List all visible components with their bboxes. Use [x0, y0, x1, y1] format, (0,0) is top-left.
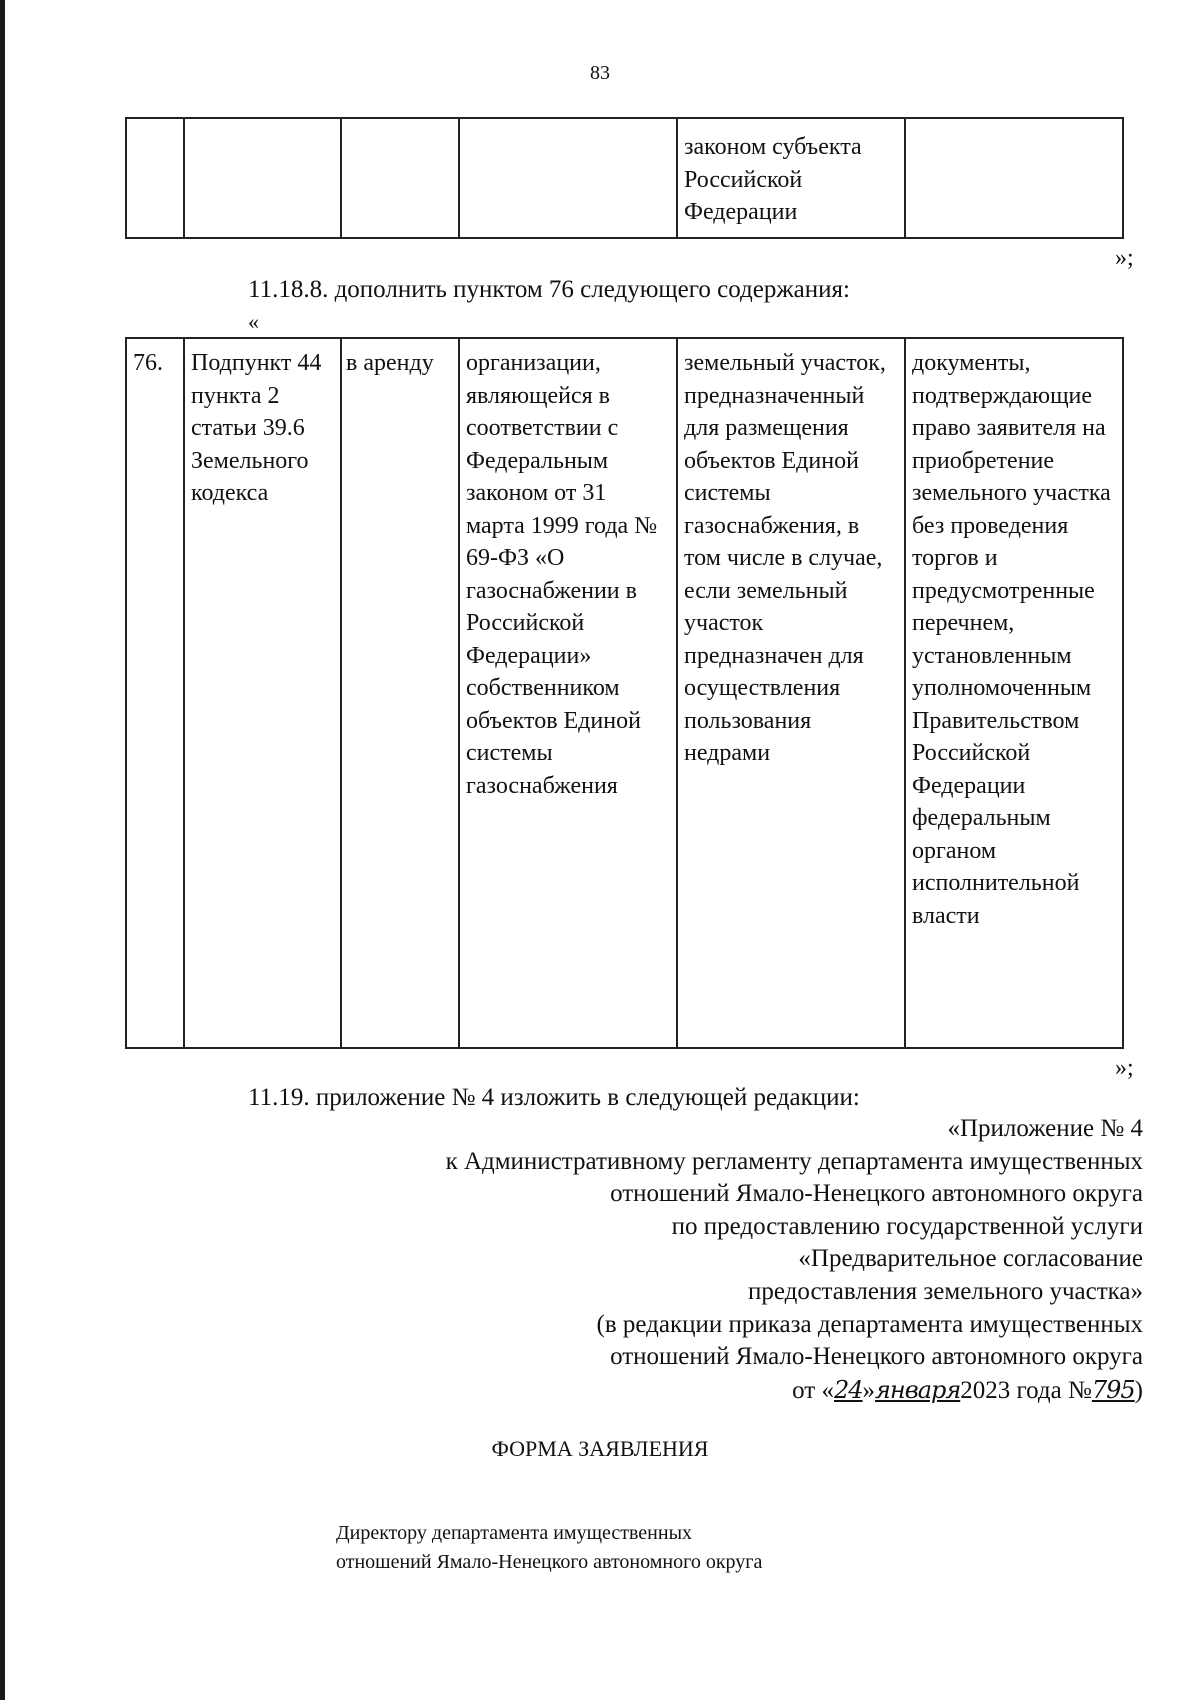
- cell-right-type: [341, 118, 459, 238]
- appendix-line: предоставления земельного участка»: [747, 1277, 1143, 1305]
- date-mid: »: [862, 1376, 876, 1404]
- handwritten-doc-number: 795: [1091, 1375, 1135, 1404]
- cell-number: 76.: [126, 338, 184, 1048]
- appendix-line: по предоставлению государственной услуги: [671, 1212, 1143, 1240]
- date-prefix: от «: [792, 1376, 834, 1404]
- addressee-block: [336, 1519, 762, 1577]
- handwritten-day: 24: [833, 1375, 863, 1404]
- cell-applicant: организации, являющейся в соответствии с Федеральным законом от 31 марта 1999 года № 69-ФЗ «О газоснабжении в Российской Федерации» собственником объектов Единой системы газоснабжения: [459, 338, 677, 1048]
- appendix-line: (в редакции приказа департамента имущественных: [596, 1310, 1143, 1338]
- cell-applicant: [459, 118, 677, 238]
- paragraph-11-18-8: 11.18.8. дополнить пунктом 76 следующего содержания:: [248, 276, 850, 303]
- end-quote-1: »;: [1115, 245, 1134, 271]
- table-row: [126, 118, 1123, 238]
- handwritten-month: января: [875, 1375, 961, 1404]
- cell-land-plot: земельный участок, предназначенный для размещения объектов Единой системы газоснабжения, в том числе в случае, если земельный участок предназначен для осуществления пользования недрами: [677, 338, 905, 1048]
- paragraph-11-19: 11.19. приложение № 4 изложить в следующей редакции:: [248, 1084, 860, 1111]
- end-quote-2: »;: [1115, 1055, 1134, 1081]
- table-continuation: [125, 117, 1124, 239]
- appendix-line: «Предварительное согласование: [798, 1245, 1143, 1273]
- form-title: ФОРМА ЗАЯВЛЕНИЯ: [491, 1436, 709, 1461]
- appendix-date-line: [446, 1374, 1143, 1408]
- cell-basis: Подпункт 44 пункта 2 статьи 39.6 Земельного кодекса: [184, 338, 341, 1048]
- page-number: 83: [590, 62, 610, 84]
- date-close: ): [1134, 1376, 1143, 1404]
- appendix-line: отношений Ямало-Ненецкого автономного округа: [610, 1343, 1143, 1371]
- open-quote: «: [248, 309, 259, 334]
- appendix-line: «Приложение № 4: [947, 1115, 1143, 1142]
- table-item-76: [125, 337, 1124, 1049]
- date-year: 2023 года №: [960, 1376, 1092, 1404]
- addressee-line: отношений Ямало-Ненецкого автономного округа: [336, 1551, 763, 1573]
- cell-number: [126, 118, 184, 238]
- appendix-line: к Административному регламенту департамента имущественных: [445, 1147, 1143, 1175]
- appendix-header: [446, 1113, 1143, 1407]
- cell-documents: [905, 118, 1123, 238]
- cell-basis: [184, 118, 341, 238]
- cell-documents: документы, подтверждающие право заявителя на приобретение земельного участка без проведения торгов и предусмотренные перечнем, установленным уполномоченным Правительством Российской Федерации федеральным органом исполнительной власти: [905, 338, 1123, 1048]
- addressee-line: Директору департамента имущественных: [336, 1522, 693, 1544]
- cell-right-type: в аренду: [341, 338, 459, 1048]
- cell-land-plot: законом субъекта Российской Федерации: [677, 118, 905, 238]
- appendix-line: отношений Ямало-Ненецкого автономного округа: [610, 1180, 1143, 1208]
- table-row: [126, 338, 1123, 1048]
